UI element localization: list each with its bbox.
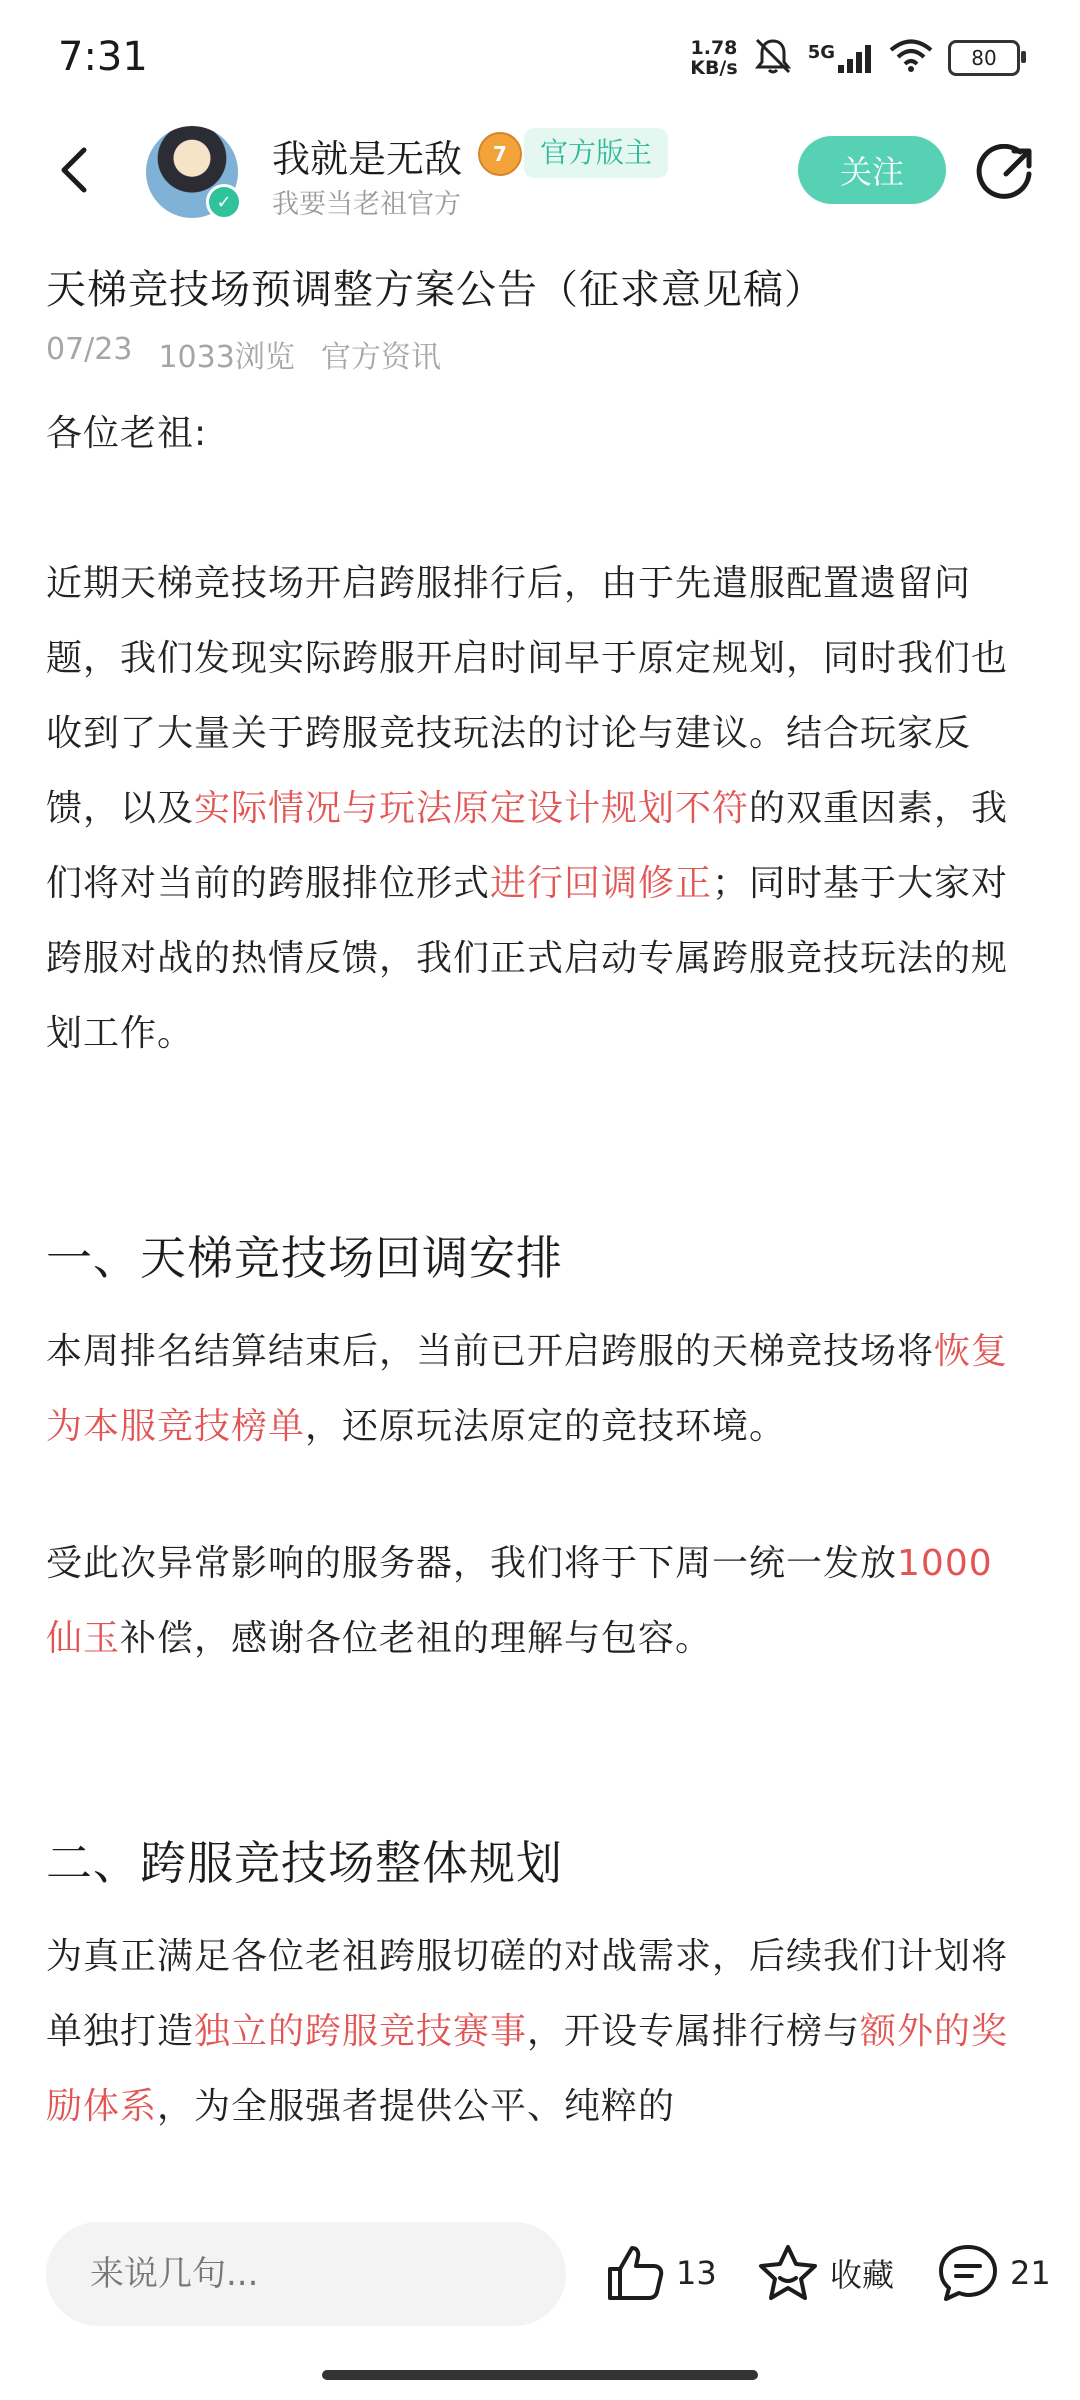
paragraph-text: 本周排名结算结束后，当前已开启跨服的天梯竞技场将: [46, 1331, 935, 1372]
share-button[interactable]: [976, 144, 1036, 204]
paragraph-compensation: [46, 1526, 1036, 1676]
paragraph-rollback: [46, 1314, 1036, 1464]
paragraph-text: ，开设专属排行榜与: [527, 2011, 861, 2052]
avatar[interactable]: [146, 126, 238, 218]
spacer: [46, 1676, 1036, 1826]
section-title: 一、天梯竞技场回调安排: [46, 1231, 563, 1285]
comment-icon: [936, 2242, 1000, 2304]
battery-icon: [948, 40, 1020, 76]
paragraph-text: 补偿，感谢各位老祖的理解与包容。: [120, 1618, 713, 1659]
network-speed: [690, 38, 737, 78]
like-button[interactable]: [604, 2242, 717, 2304]
bottom-bar: [0, 2190, 1080, 2400]
article: [46, 260, 1036, 2144]
battery-level: 80: [971, 46, 997, 70]
mute-icon: [752, 36, 794, 80]
highlight-text: 额外的奖励体系: [46, 2011, 1009, 2127]
thumbs-up-icon: [604, 2242, 666, 2304]
network-speed-value: 1.78: [690, 37, 738, 59]
paragraph-text: 近期天梯竞技场开启跨服排行后，由于先遣服配置遗留问题，我们发现实际跨服开启时间早于原定规划，同时我们也收到了大量关于跨服竞技玩法的讨论与建议。结合玩家反馈，以及: [46, 563, 1009, 829]
paragraph-intro: [46, 546, 1036, 1071]
highlight-text: 实际情况与玩法原定设计规划不符: [194, 788, 750, 829]
section-title: 二、跨服竞技场整体规划: [46, 1836, 563, 1890]
article-views: 1033浏览: [158, 340, 295, 375]
spacer: [46, 1901, 1036, 1919]
highlight-text: 独立的跨服竞技赛事: [194, 2011, 528, 2052]
network-type: 5G: [807, 42, 835, 63]
greeting: 各位老祖:: [46, 413, 208, 454]
content-fade: [0, 2130, 1080, 2190]
paragraph-text: 的双重因素，我们将对当前的跨服排位形式: [46, 788, 1009, 904]
author-name[interactable]: 我就是无敌: [272, 137, 463, 181]
favorite-button[interactable]: [756, 2242, 894, 2304]
paragraph-text: ；同时基于大家对跨服对战的热情反馈，我们正式启动专属跨服竞技玩法的规划工作。: [46, 863, 1009, 1054]
article-date: 07/23: [46, 332, 133, 367]
signal-icon: [808, 43, 874, 73]
share-icon: [976, 144, 1036, 204]
comment-count: 21: [1010, 2254, 1051, 2292]
spacer: [46, 1071, 1036, 1221]
network-speed-unit: KB/s: [690, 57, 738, 79]
chevron-left-icon: [46, 140, 106, 200]
status-icons: [690, 36, 1020, 80]
home-indicator[interactable]: [322, 2370, 758, 2380]
status-bar: [0, 0, 1080, 120]
paragraph-text: 为真正满足各位老祖跨服切磋的对战需求，后续我们计划将单独打造: [46, 1936, 1009, 2052]
paragraph-text: 受此次异常影响的服务器，我们将于下周一统一发放: [46, 1543, 898, 1584]
post-header: [0, 120, 1080, 220]
spacer: [46, 471, 1036, 546]
article-meta: [46, 332, 1036, 376]
status-time: 7:31: [58, 34, 148, 80]
spacer: [46, 1464, 1036, 1526]
follow-button[interactable]: 关注: [798, 136, 946, 204]
highlight-text: 1000 仙玉: [46, 1543, 993, 1659]
article-body: [46, 396, 1036, 2144]
favorite-label: 收藏: [830, 2256, 895, 2294]
highlight-text: 恢复为本服竞技榜单: [46, 1331, 1009, 1447]
comment-input[interactable]: 来说几句...: [46, 2222, 566, 2326]
paragraph-plan: [46, 1919, 1036, 2144]
wifi-icon: [888, 39, 934, 77]
paragraph-text: ，还原玩法原定的竞技环境。: [305, 1406, 787, 1447]
article-category[interactable]: 官方资讯: [320, 340, 441, 375]
paragraph-text: ，为全服强者提供公平、纯粹的: [157, 2086, 676, 2127]
star-icon: [756, 2242, 820, 2304]
author-subtitle: 我要当老祖官方: [272, 189, 461, 220]
like-count: 13: [676, 2254, 717, 2292]
back-button[interactable]: [46, 140, 106, 200]
highlight-text: 进行回调修正: [490, 863, 713, 904]
role-badge: 官方版主: [524, 128, 668, 178]
spacer: [46, 1296, 1036, 1314]
comment-button[interactable]: [936, 2242, 1051, 2304]
article-title: 天梯竞技场预调整方案公告（征求意见稿）: [46, 267, 825, 313]
level-badge-icon: 7: [478, 132, 522, 176]
verified-icon: ✓: [206, 184, 242, 220]
